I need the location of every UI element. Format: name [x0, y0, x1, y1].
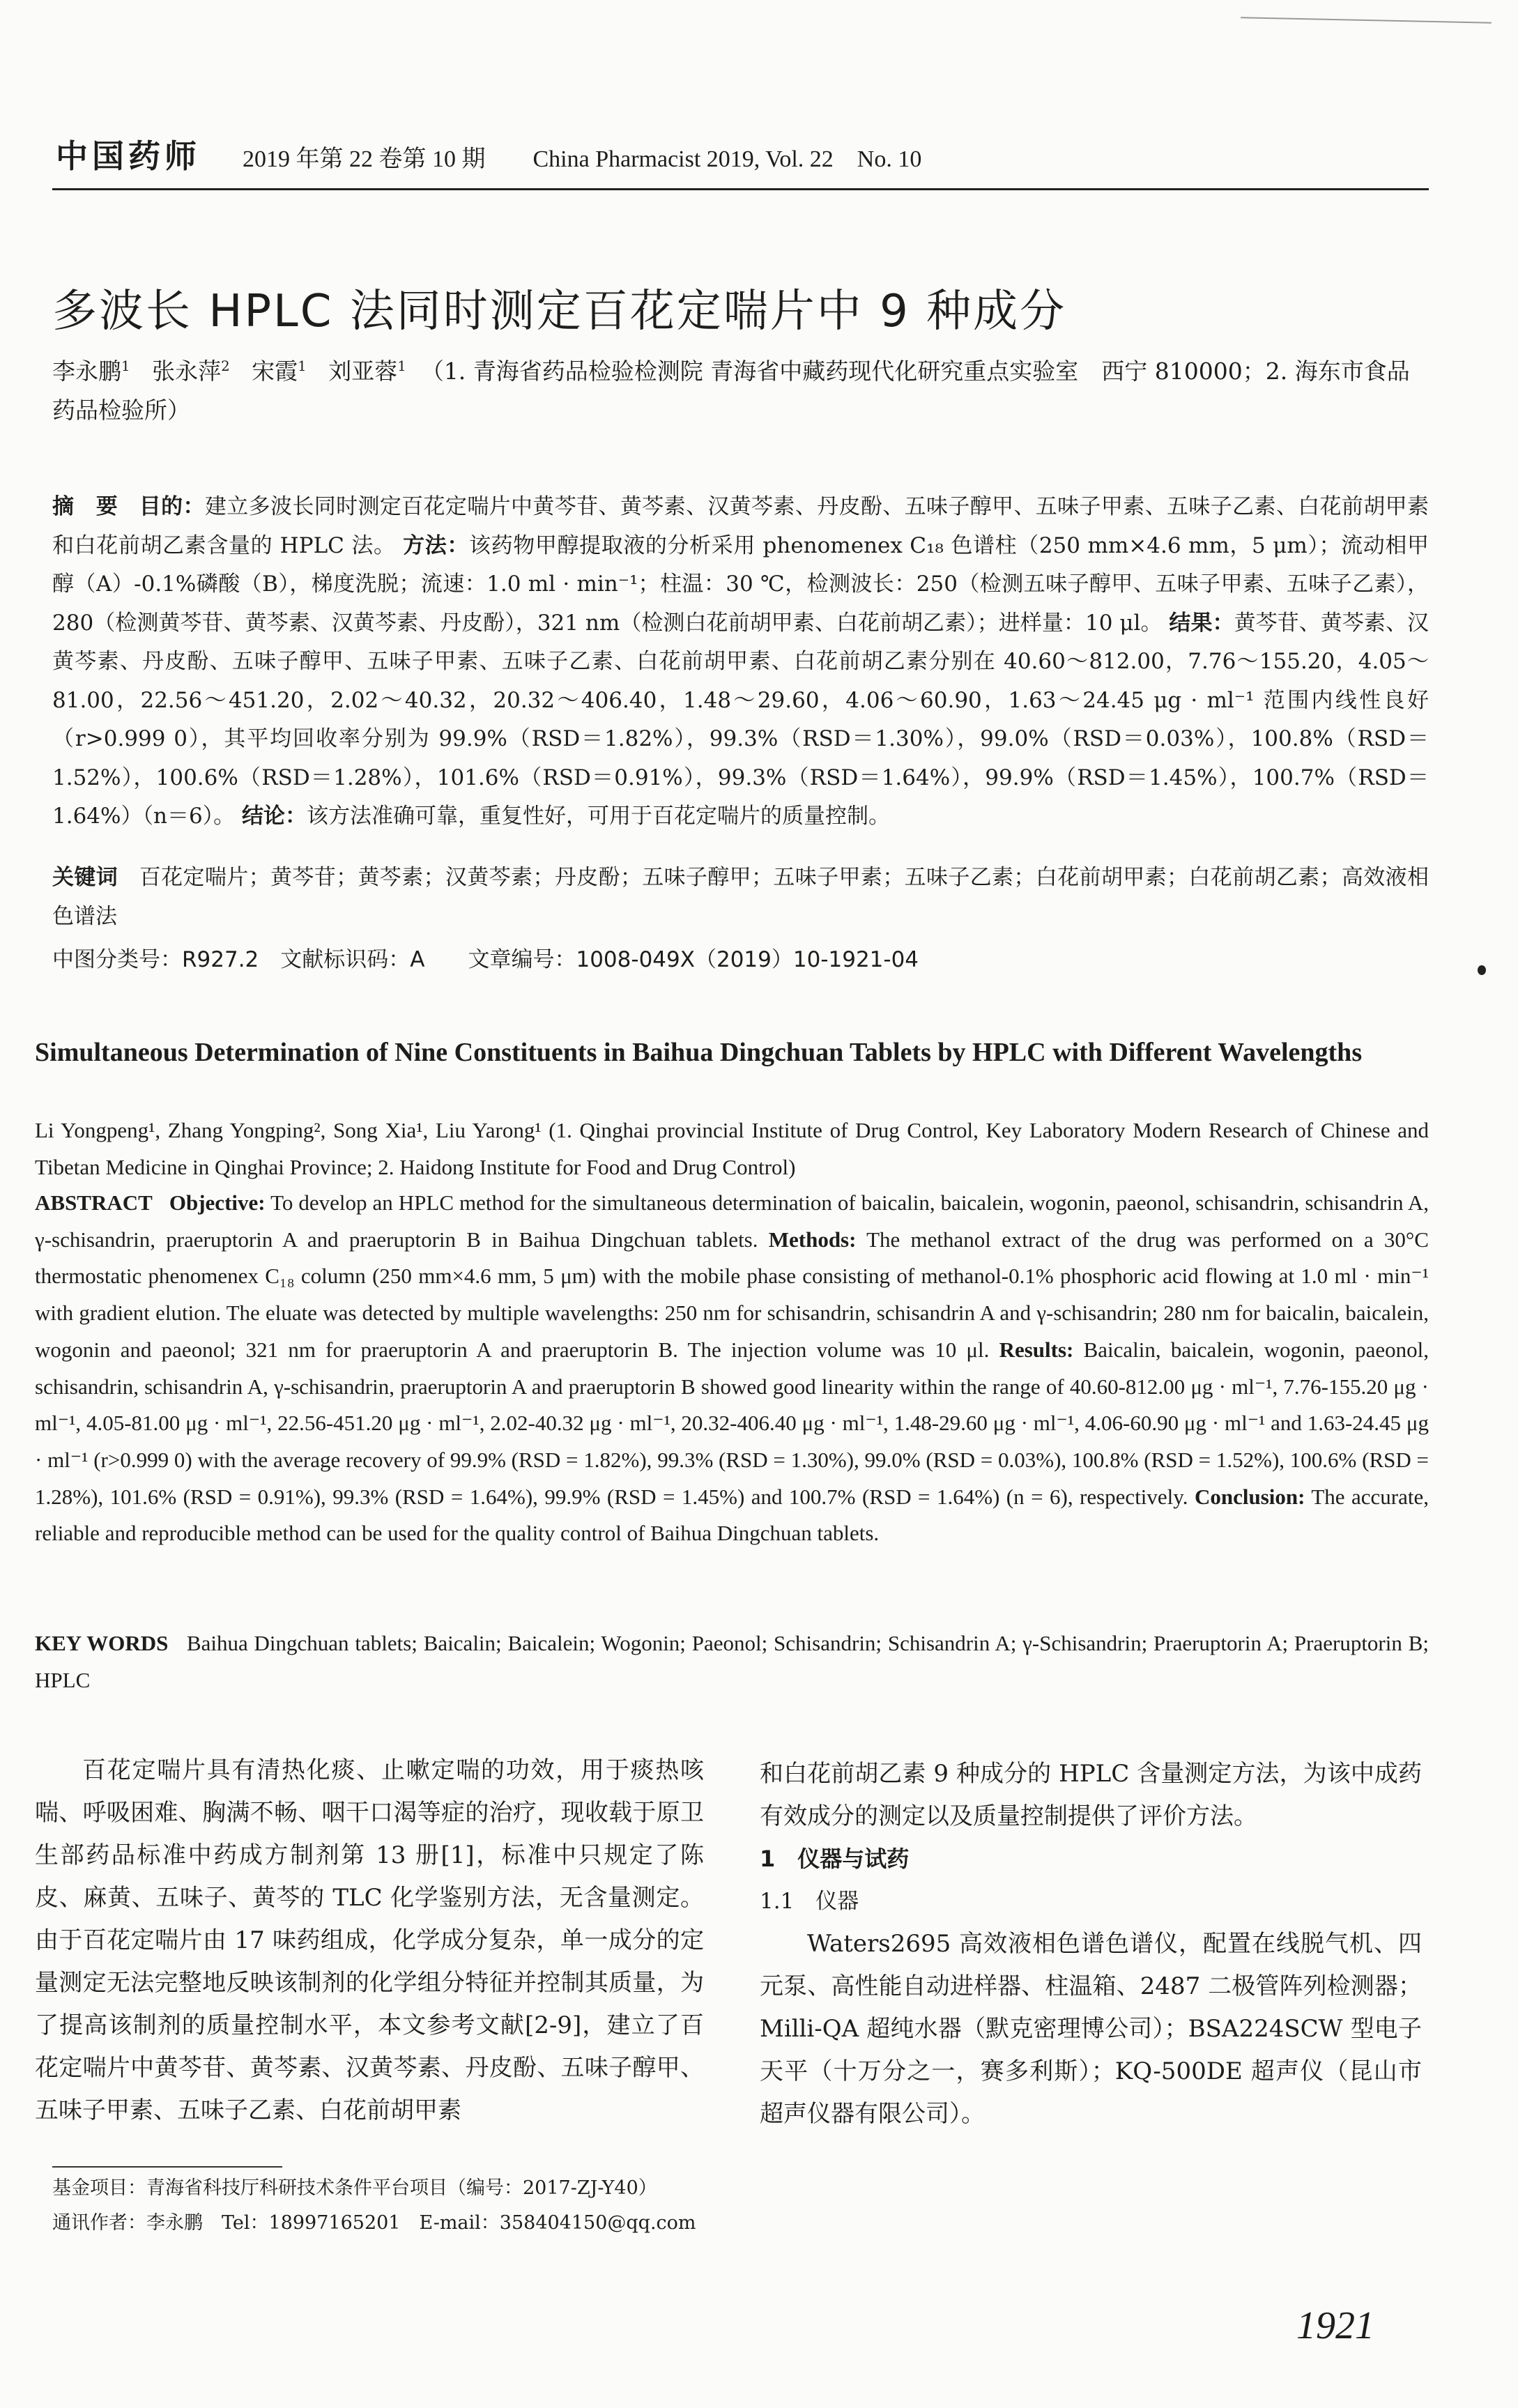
methods-text-en: The methanol extract of the drug was performed on a 30°C thermostatic phenomenex C₁₈ column (250 mm×4.6 mm, 5 μm) with the mobile phase consisting of methanol-0.1% phosphoric acid flowing at 1.0 ml · min⁻¹ with gradient elution. The eluate was detected by multiple wavelengths: 250 nm for schisandrin, schisandrin A and γ-schisandrin; 280 nm for baicalin, baicalein, wogonin and paeonol; 321 nm for praeruptorin A and praeruptorin B. The injection volume was 10 μl.: [35, 1227, 1429, 1362]
author-aff: 1: [121, 358, 130, 374]
author-aff: 2: [221, 358, 230, 374]
section-heading: 1 仪器与试药: [760, 1846, 910, 1872]
conclusion-text-en: The accurate, reliable and reproducible method can be used for the quality control of Baihua Dingchuan tablets.: [35, 1484, 1429, 1546]
result-label: 结果：: [1169, 610, 1234, 636]
author-name: 刘亚蓉: [328, 358, 398, 385]
methods-label-en: Methods:: [768, 1227, 857, 1252]
body-paragraph: 和白花前胡乙素 9 种成分的 HPLC 含量测定方法，为该中成药有效成分的测定以及质量控制提供了评价方法。: [760, 1760, 1422, 1830]
keywords-label-en: KEY WORDS: [35, 1631, 169, 1655]
abstract-label: 摘 要: [52, 494, 118, 519]
footnote-rule: [52, 2166, 282, 2168]
fund-note: 基金项目：青海省科技厅科研技术条件平台项目（编号：2017-ZJ-Y40）: [52, 2177, 657, 2199]
objective-text: 建立多波长同时测定百花定喘片中黄芩苷、黄芩素、汉黄芩素、丹皮酚、五味子醇甲、五味子甲素、五味子乙素、白花前胡甲素和白花前胡乙素含量的 HPLC 法。: [52, 494, 1429, 558]
journal-logo: 中国药师: [56, 137, 201, 175]
keywords-text-en: Baihua Dingchuan tablets; Baicalin; Baicalein; Wogonin; Paeonol; Schisandrin; Schisandrin A; γ-Schisandrin; Praeruptorin A; Praeruptorin B; HPLC: [35, 1631, 1429, 1692]
issue-info: 2019 年第 22 卷第 10 期 China Pharmacist 2019, Vol. 22 No. 10: [243, 146, 922, 172]
abstract-cn: [52, 488, 1429, 836]
scan-streak: [1241, 17, 1492, 24]
author-aff: 1: [397, 358, 406, 374]
conclusion-label-en: Conclusion:: [1194, 1484, 1305, 1509]
author-name: 李永鹏: [52, 358, 121, 385]
method-label: 方法：: [403, 532, 469, 558]
subsection-heading: 1.1 仪器: [760, 1889, 859, 1914]
contact-note: 通讯作者：李永鹏 Tel：18997165201 E-mail：358404150@qq.com: [52, 2212, 696, 2234]
conclusion-label: 结论：: [242, 804, 307, 829]
abstract-en: [35, 1185, 1429, 1552]
authors-en: Li Yongpeng¹, Zhang Yongping², Song Xia¹, Liu Yarong¹ (1. Qinghai provincial Institute of Drug Control, Key Laboratory Modern Research of Chinese and Tibetan Medicine in Qinghai Province; 2. Haidong Institute for Food and Drug Control): [35, 1118, 1429, 1179]
classification-line: 中图分类号：R927.2 文献标识码：A 文章编号：1008-049X（2019）10-1921-04: [52, 947, 919, 972]
affiliation-cn: （1. 青海省药品检验检测院 青海省中藏药现代化研究重点实验室 西宁 810000；2. 海东市食品药品检验所）: [52, 358, 1410, 424]
article-title-en: Simultaneous Determination of Nine Constituents in Baihua Dingchuan Tablets by HPLC with Different Wavelengths: [35, 1038, 1363, 1067]
keywords-label: 关键词: [52, 865, 118, 890]
author-name: 张永萍: [152, 358, 222, 385]
page-number: 1921: [1296, 2304, 1374, 2347]
objective-text-en: To develop an HPLC method for the simultaneous determination of baicalin, baicalein, wogonin, paeonol, schisandrin, schisandrin A, γ-schisandrin, praeruptorin A and praeruptorin B in Baihua Dingchuan tablets.: [35, 1190, 1429, 1252]
conclusion-text: 该方法准确可靠，重复性好，可用于百花定喘片的质量控制。: [307, 804, 891, 829]
method-text: 该药物甲醇提取液的分析采用 phenomenex C₁₈ 色谱柱（250 mm×4.6 mm，5 μm）；流动相甲醇（A）-0.1%磷酸（B），梯度洗脱；流速：1.0 ml · min⁻¹；柱温：30 ℃，检测波长：250（检测五味子醇甲、五味子甲素、五味子乙素），280（检测黄芩苷、黄芩素、汉黄芩素、丹皮酚），321 nm（检测白花前胡甲素、白花前胡乙素）；进样量：10 μl。: [52, 532, 1429, 636]
abstract-label-en: ABSTRACT: [35, 1190, 153, 1215]
author-name: 宋霞: [252, 358, 298, 385]
keywords-cn: [52, 859, 1429, 936]
article-title-cn: 多波长 HPLC 法同时测定百花定喘片中 9 种成分: [52, 286, 1067, 337]
objective-label: 目的：: [139, 494, 205, 519]
header-rule: [52, 188, 1429, 190]
author-aff: 1: [298, 358, 307, 374]
body-intro-paragraph: 百花定喘片具有清热化痰、止嗽定喘的功效，用于痰热咳喘、呼吸困难、胸满不畅、咽干口渴等症的治疗，现收载于原卫生部药品标准中药成方制剂第 13 册[1]，标准中只规定了陈皮、麻黄、五味子、黄芩的 TLC 化学鉴别方法，无含量测定。由于百花定喘片由 17 味药组成，化学成分复杂，单一成分的定量测定无法完整地反映该制剂的化学组分特征并控制其质量，为了提高该制剂的质量控制水平，本文参考文献[2-9]，建立了百花定喘片中黄芩苷、黄芩素、汉黄芩素、丹皮酚、五味子醇甲、五味子甲素、五味子乙素、白花前胡甲素: [35, 1756, 704, 2124]
authors-cn: [52, 352, 1429, 430]
keywords-en: [35, 1625, 1429, 1698]
footnotes: [52, 2171, 696, 2241]
objective-label-en: Objective:: [169, 1190, 266, 1215]
results-text-en: Baicalin, baicalein, wogonin, paeonol, schisandrin, schisandrin A, γ-schisandrin, praeruptorin A and praeruptorin B showed good linearity within the range of 40.60-812.00 μg · ml⁻¹, 7.76-155.20 μg · ml⁻¹, 4.05-81.00 μg · ml⁻¹, 22.56-451.20 μg · ml⁻¹, 2.02-40.32 μg · ml⁻¹, 20.32-406.40 μg · ml⁻¹, 1.48-29.60 μg · ml⁻¹, 4.06-60.90 μg · ml⁻¹ and 1.63-24.45 μg · ml⁻¹ (r>0.999 0) with the average recovery of 99.9% (RSD = 1.82%), 99.3% (RSD = 1.30%), 99.0% (RSD = 0.03%), 100.8% (RSD = 1.52%), 100.6% (RSD = 1.28%), 101.6% (RSD = 0.91%), 99.3% (RSD = 1.64%), 99.9% (RSD = 1.45%) and 100.7% (RSD = 1.64%) (n = 6), respectively.: [35, 1337, 1429, 1509]
margin-mark: [1478, 965, 1486, 975]
results-label-en: Results:: [999, 1337, 1074, 1362]
body-right-column: [760, 1753, 1422, 2135]
keywords-text: 百花定喘片；黄芩苷；黄芩素；汉黄芩素；丹皮酚；五味子醇甲；五味子甲素；五味子乙素；白花前胡甲素；白花前胡乙素；高效液相色谱法: [52, 865, 1429, 929]
result-text: 黄芩苷、黄芩素、汉黄芩素、丹皮酚、五味子醇甲、五味子甲素、五味子乙素、白花前胡甲素、白花前胡乙素分别在 40.60～812.00，7.76～155.20，4.05～81.00，22.56～451.20，2.02～40.32，20.32～406.40，1.48～29.60，4.06～60.90，1.63～24.45 μg · ml⁻¹ 范围内线性良好（r>0.999 0），其平均回收率分别为 99.9%（RSD＝1.82%），99.3%（RSD＝1.30%），99.0%（RSD＝0.03%），100.8%（RSD＝1.52%），100.6%（RSD＝1.28%），101.6%（RSD＝0.91%），99.3%（RSD＝1.64%），99.9%（RSD＝1.45%），100.7%（RSD＝1.64%）（n＝6）。: [52, 610, 1429, 829]
body-paragraph: Waters2695 高效液相色谱色谱仪，配置在线脱气机、四元泵、高性能自动进样器、柱温箱、2487 二极管阵列检测器；Milli-QA 超纯水器（默克密理博公司）；BSA224SCW 型电子天平（十万分之一，赛多利斯）；KQ-500DE 超声仪（昆山市超声仪器有限公司）。: [760, 1930, 1422, 2128]
